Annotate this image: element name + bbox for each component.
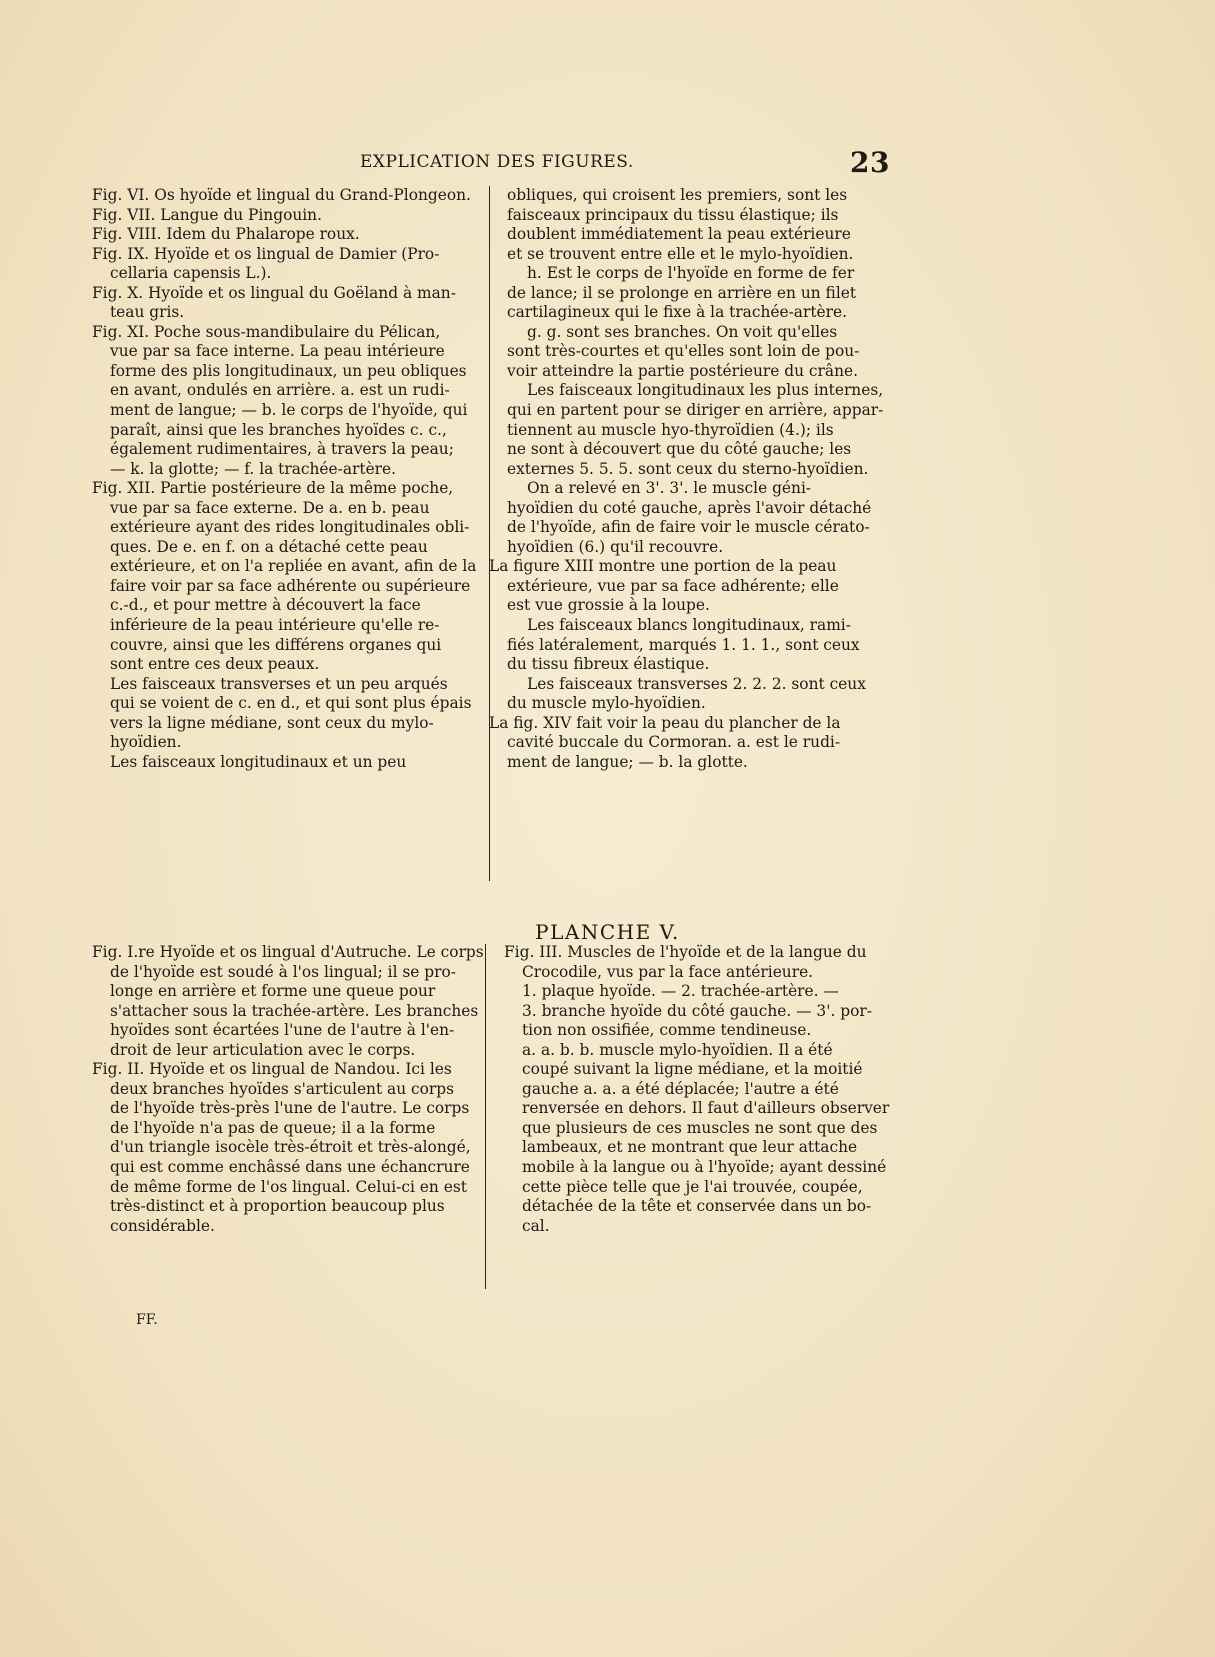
left-column-bottom (92, 943, 484, 1236)
text-line: voir atteindre la partie postérieure du crâne. (507, 361, 859, 380)
text-line: considérable. (110, 1216, 215, 1235)
text-line: longe en arrière et forme une queue pour (110, 982, 436, 1001)
text-line: 1. plaque hyoïde. — 2. trachée-artère. — (522, 982, 839, 1001)
text-line: hyoïdien (6.) qu'il recouvre. (507, 537, 724, 556)
text-line: hyoïdes sont écartées l'une de l'autre à l'en- (110, 1021, 455, 1040)
text-line: Fig. VII. Langue du Pingouin. (92, 205, 322, 224)
text-line: lambeaux, et ne montrant que leur attache (522, 1138, 858, 1157)
column-divider (489, 186, 490, 881)
text-line: hyoïdien. (110, 733, 182, 752)
text-line: tion non ossifiée, comme tendineuse. (522, 1021, 812, 1040)
text-line: mobile à la langue ou à l'hyoïde; ayant dessiné (522, 1158, 887, 1177)
text-line: La figure XIII montre une portion de la peau (489, 557, 837, 576)
text-line: qui se voient de c. en d., et qui sont plus épais (110, 694, 472, 713)
text-line: détachée de la tête et conservée dans un bo- (522, 1197, 872, 1216)
text-line: g. g. sont ses branches. On voit qu'elles (527, 322, 838, 341)
text-line: couvre, ainsi que les différens organes qui (110, 635, 442, 654)
text-line: Fig. I.re Hyoïde et os lingual d'Autruche. Le corps (92, 943, 484, 961)
text-line: extérieure, et on l'a repliée en avant, afin de la (110, 557, 477, 576)
text-line: de l'hyoïde très-près l'une de l'autre. Le corps (110, 1099, 470, 1118)
text-line: Les faisceaux transverses 2. 2. 2. sont ceux (527, 674, 866, 693)
text-line: Fig. II. Hyoïde et os lingual de Nandou. Ici les (92, 1060, 452, 1079)
text-line: ne sont à découvert que du côté gauche; les (507, 440, 852, 459)
text-line: Les faisceaux blancs longitudinaux, rami- (527, 616, 851, 635)
text-line: — k. la glotte; — f. la trachée-artère. (110, 459, 397, 478)
text-line: cal. (522, 1216, 550, 1235)
text-line: cartilagineux qui le fixe à la trachée-artère. (507, 303, 847, 322)
text-line: forme des plis longitudinaux, un peu obliques (110, 361, 467, 380)
text-line: et se trouvent entre elle et le mylo-hyoïdien. (507, 244, 854, 263)
text-line: faire voir par sa face adhérente ou supérieure (110, 576, 471, 595)
text-line: obliques, qui croisent les premiers, sont les (507, 186, 848, 204)
text-line: de l'hyoïde est soudé à l'os lingual; il se pro- (110, 962, 456, 981)
text-line: de même forme de l'os lingual. Celui-ci en est (110, 1177, 467, 1196)
text-line: gauche a. a. a été déplacée; l'autre a été (522, 1079, 839, 1098)
text-line: c.-d., et pour mettre à découvert la face (110, 596, 421, 615)
text-line: qui en partent pour se diriger en arrière, appar- (507, 401, 884, 420)
text-line: également rudimentaires, à travers la peau; (110, 440, 454, 459)
text-line: très-distinct et à proportion beaucoup plus (110, 1197, 445, 1216)
text-line: d'un triangle isocèle très-étroit et très-alongé, (110, 1138, 471, 1157)
text-line: teau gris. (110, 303, 185, 322)
text-line: Fig. IX. Hyoïde et os lingual de Damier (Pro- (92, 244, 440, 263)
text-line: a. a. b. b. muscle mylo-hyoïdien. Il a été (522, 1040, 833, 1059)
text-line: coupé suivant la ligne médiane, et la moitié (522, 1060, 863, 1079)
header-title: EXPLICATION DES FIGURES. (360, 152, 634, 172)
text-line: Les faisceaux longitudinaux et un peu (110, 752, 407, 771)
text-line: ques. De e. en f. on a détaché cette peau (110, 537, 428, 556)
page-number: 23 (850, 146, 890, 179)
text-line: cellaria capensis L.). (110, 264, 272, 283)
text-line: en avant, ondulés en arrière. a. est un rudi- (110, 381, 450, 400)
text-line: La fig. XIV fait voir la peau du plancher de la (489, 713, 841, 732)
text-line: ment de langue; — b. le corps de l'hyoïde, qui (110, 401, 468, 420)
text-line: ment de langue; — b. la glotte. (507, 752, 748, 771)
text-line: de lance; il se prolonge en arrière en un filet (507, 283, 857, 302)
text-line: fiés latéralement, marqués 1. 1. 1., sont ceux (507, 635, 860, 654)
right-column-top (489, 186, 892, 772)
text-line: s'attacher sous la trachée-artère. Les branches (110, 1001, 479, 1020)
text-line: de l'hyoïde n'a pas de queue; il a la forme (110, 1118, 436, 1137)
text-line: h. Est le corps de l'hyoïde en forme de fer (527, 264, 855, 283)
text-line: tiennent au muscle hyo-thyroïdien (4.); ils (507, 420, 834, 439)
text-line: Les faisceaux transverses et un peu arqués (110, 674, 448, 693)
text-line: vue par sa face externe. De a. en b. peau (110, 498, 430, 517)
text-line: qui est comme enchâssé dans une échancrure (110, 1158, 470, 1177)
text-line: paraît, ainsi que les branches hyoïdes c. c., (110, 420, 447, 439)
text-line: Fig. XII. Partie postérieure de la même poche, (92, 479, 454, 498)
text-line: droit de leur articulation avec le corps. (110, 1040, 416, 1059)
plate-heading: PLANCHE V. (535, 920, 680, 944)
text-line: extérieure ayant des rides longitudinales obli- (110, 518, 470, 537)
text-line: cavité buccale du Cormoran. a. est le rudi- (507, 733, 841, 752)
text-line: inférieure de la peau intérieure qu'elle re- (110, 616, 440, 635)
text-line: vers la ligne médiane, sont ceux du mylo- (110, 713, 434, 732)
text-line: Fig. XI. Poche sous-mandibulaire du Pélican, (92, 322, 441, 341)
right-column-bottom (504, 943, 894, 1236)
text-line: du tissu fibreux élastique. (507, 655, 710, 674)
text-line: Fig. VI. Os hyoïde et lingual du Grand-Plongeon. (92, 186, 471, 204)
text-line: sont très-courtes et qu'elles sont loin de pou- (507, 342, 860, 361)
text-line: externes 5. 5. 5. sont ceux du sterno-hyoïdien. (507, 459, 869, 478)
text-line: doublent immédiatement la peau extérieure (507, 225, 851, 244)
left-column-top (92, 186, 477, 772)
text-line: On a relevé en 3'. 3'. le muscle géni- (527, 479, 812, 498)
text-line: faisceaux principaux du tissu élastique; ils (507, 205, 839, 224)
text-line: Crocodile, vus par la face antérieure. (522, 962, 814, 981)
text-line: hyoïdien du coté gauche, après l'avoir détaché (507, 498, 872, 517)
text-line: 3. branche hyoïde du côté gauche. — 3'. por- (522, 1001, 872, 1020)
text-line: renversée en dehors. Il faut d'ailleurs observer (522, 1099, 890, 1118)
text-line: du muscle mylo-hyoïdien. (507, 694, 706, 713)
text-line: deux branches hyoïdes s'articulent au corps (110, 1079, 455, 1098)
signature-mark: FF. (136, 1312, 158, 1328)
text-line: sont entre ces deux peaux. (110, 655, 320, 674)
text-line: Fig. VIII. Idem du Phalarope roux. (92, 225, 360, 244)
text-line: vue par sa face interne. La peau intérieure (110, 342, 445, 361)
text-line: de l'hyoïde, afin de faire voir le muscle cérato- (507, 518, 870, 537)
text-line: que plusieurs de ces muscles ne sont que des (522, 1118, 878, 1137)
text-line: Fig. X. Hyoïde et os lingual du Goëland à man- (92, 283, 456, 302)
text-line: Fig. III. Muscles de l'hyoïde et de la langue du (504, 943, 867, 961)
text-line: extérieure, vue par sa face adhérente; elle (507, 576, 839, 595)
text-line: Les faisceaux longitudinaux les plus internes, (527, 381, 884, 400)
text-line: est vue grossie à la loupe. (507, 596, 710, 615)
column-divider (485, 944, 486, 1289)
text-line: cette pièce telle que je l'ai trouvée, coupée, (522, 1177, 863, 1196)
